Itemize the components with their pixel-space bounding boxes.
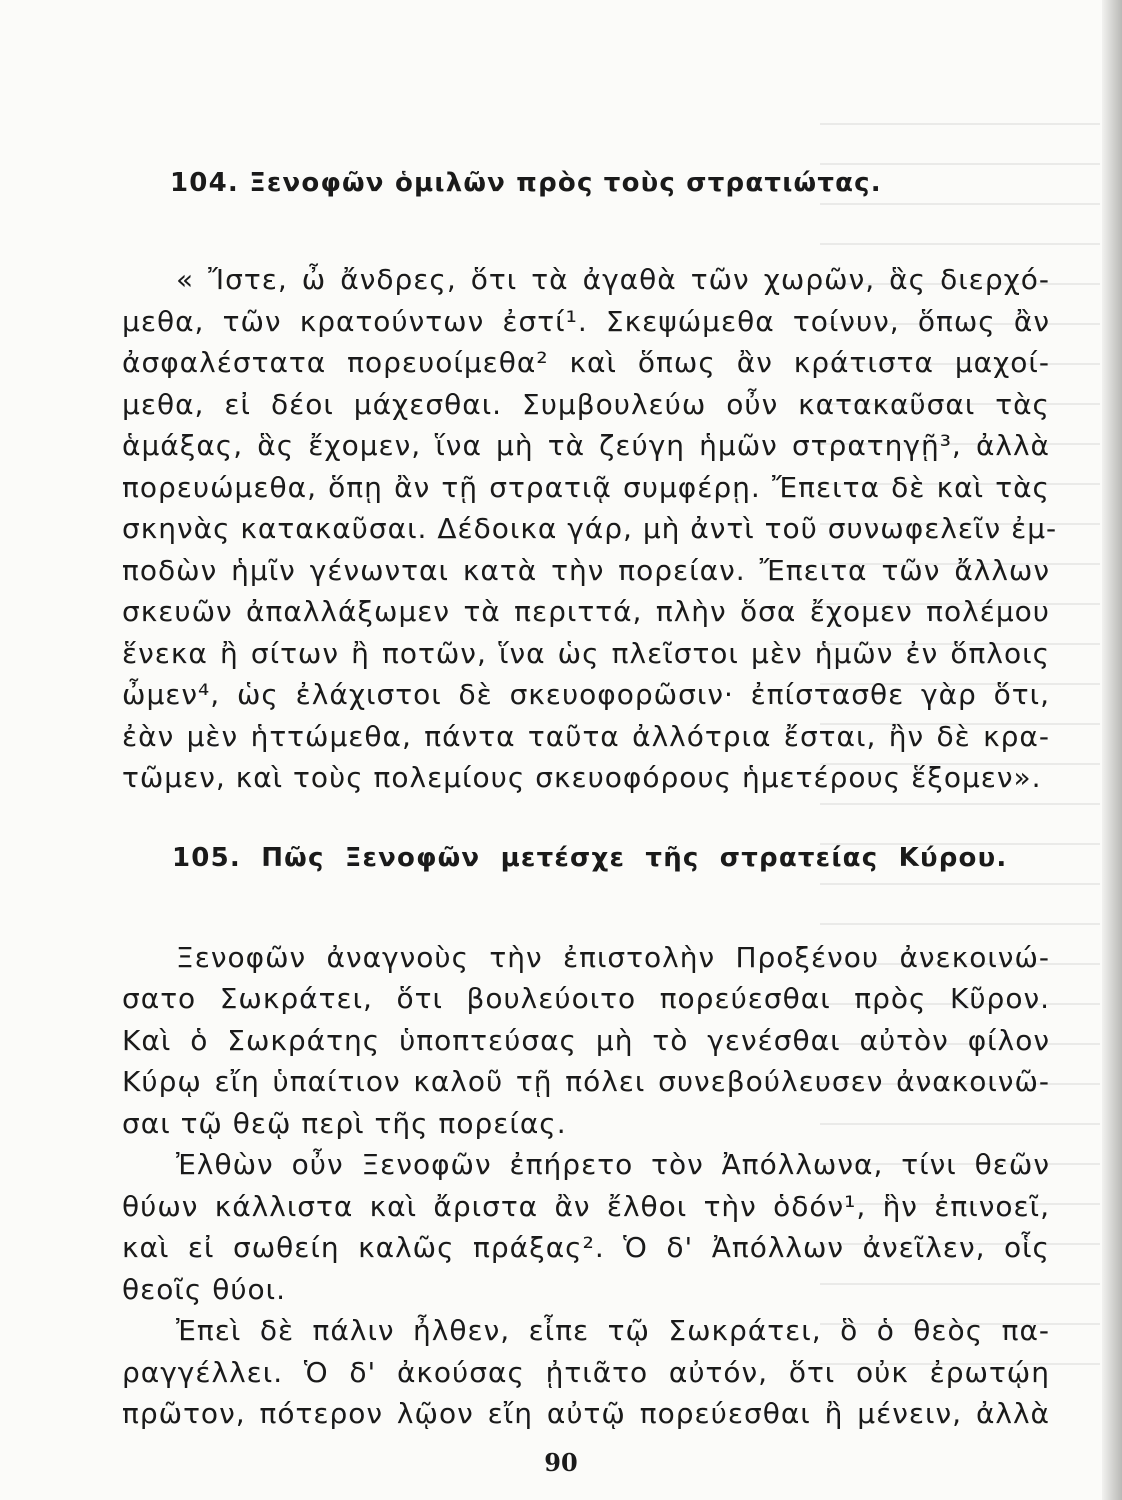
s105-line-10: Ἐπεὶ δὲ πάλιν ἦλθεν, εἶπε τῷ Σωκράτει, ὃ ὁ θεὸς πα- [176, 1314, 1050, 1347]
s105-line-5: σαι τῷ θεῷ περὶ τῆς πορείας. [122, 1107, 567, 1140]
s104-line-6: πορευώμεθα, ὅπῃ ἂν τῇ στρατιᾷ συμφέρῃ. Ἔπειτα δὲ καὶ τὰς [122, 471, 1050, 504]
section-104-heading: 104. Ξενοφῶν ὁμιλῶν πρὸς τοὺς στρατιώτας. [170, 168, 882, 198]
section-105-heading: 105. Πῶς Ξενοφῶν μετέσχε τῆς στρατείας Κύρου. [172, 843, 1008, 873]
s104-line-4: μεθα, εἰ δέοι μάχεσθαι. Συμβουλεύω οὖν κατακαῦσαι τὰς [122, 388, 1050, 421]
s105-line-1: Ξενοφῶν ἀναγνοὺς τὴν ἐπιστολὴν Προξένου ἀνεκοινώ- [176, 941, 1050, 974]
s105-line-9: θεοῖς θύοι. [122, 1273, 287, 1306]
s105-line-8: καὶ εἰ σωθείη καλῶς πράξας². Ὁ δ' Ἀπόλλων ἀνεῖλεν, οἷς [122, 1231, 1050, 1264]
s105-line-11: ραγγέλλει. Ὁ δ' ἀκούσας ᾐτιᾶτο αὐτόν, ὅτι οὐκ ἐρωτῴη [122, 1356, 1050, 1389]
s105-line-7: θύων κάλλιστα καὶ ἄριστα ἂν ἔλθοι τὴν ὁδόν¹, ἣν ἐπινοεῖ, [122, 1190, 1050, 1223]
s104-line-3: ἀσφαλέστατα πορευοίμεθα² καὶ ὅπως ἂν κράτιστα μαχοί- [122, 346, 1050, 379]
s104-line-11: ὦμεν⁴, ὡς ἐλάχιστοι δὲ σκευοφορῶσιν· ἐπίστασθε γὰρ ὅτι, [122, 678, 1050, 711]
s104-line-1: « Ἴστε, ὦ ἄνδρες, ὅτι τὰ ἀγαθὰ τῶν χωρῶν, ἃς διερχό- [176, 263, 1050, 296]
s104-line-5: ἁμάξας, ἃς ἔχομεν, ἵνα μὴ τὰ ζεύγη ἡμῶν στρατηγῇ³, ἀλλὰ [122, 429, 1050, 462]
s104-line-9: σκευῶν ἀπαλλάξωμεν τὰ περιττά, πλὴν ὅσα ἔχομεν πολέμου [122, 595, 1050, 628]
s105-line-6: Ἐλθὼν οὖν Ξενοφῶν ἐπήρετο τὸν Ἀπόλλωνα, τίνι θεῶν [176, 1148, 1050, 1181]
s104-line-10: ἕνεκα ἢ σίτων ἢ ποτῶν, ἵνα ὡς πλεῖστοι μὲν ἡμῶν ἐν ὅπλοις [122, 637, 1050, 670]
s104-line-2: μεθα, τῶν κρατούντων ἐστί¹. Σκεψώμεθα τοίνυν, ὅπως ἂν [122, 305, 1050, 338]
s104-line-7: σκηνὰς κατακαῦσαι. Δέδοικα γάρ, μὴ ἀντὶ τοῦ συνωφελεῖν ἐμ- [122, 512, 1058, 545]
page-number: 90 [544, 1448, 578, 1477]
s104-line-13: τῶμεν, καὶ τοὺς πολεμίους σκευοφόρους ἡμετέρους ἕξομεν». [122, 761, 1042, 794]
s104-line-8: ποδὼν ἡμῖν γένωνται κατὰ τὴν πορείαν. Ἔπειτα τῶν ἄλλων [122, 554, 1050, 587]
page-spine-shadow [1102, 0, 1122, 1500]
s105-line-3: Καὶ ὁ Σωκράτης ὑποπτεύσας μὴ τὸ γενέσθαι αὐτὸν φίλον [122, 1024, 1050, 1057]
s104-line-12: ἐὰν μὲν ἡττώμεθα, πάντα ταῦτα ἀλλότρια ἔσται, ἢν δὲ κρα- [122, 720, 1050, 753]
s105-line-2: σατο Σωκράτει, ὅτι βουλεύοιτο πορεύεσθαι πρὸς Κῦρον. [122, 982, 1050, 1015]
s105-line-12: πρῶτον, πότερον λῷον εἴη αὐτῷ πορεύεσθαι ἢ μένειν, ἀλλὰ [122, 1397, 1050, 1430]
s105-line-4: Κύρῳ εἴη ὑπαίτιον καλοῦ τῇ πόλει συνεβούλευσεν ἀνακοινῶ- [122, 1065, 1050, 1098]
